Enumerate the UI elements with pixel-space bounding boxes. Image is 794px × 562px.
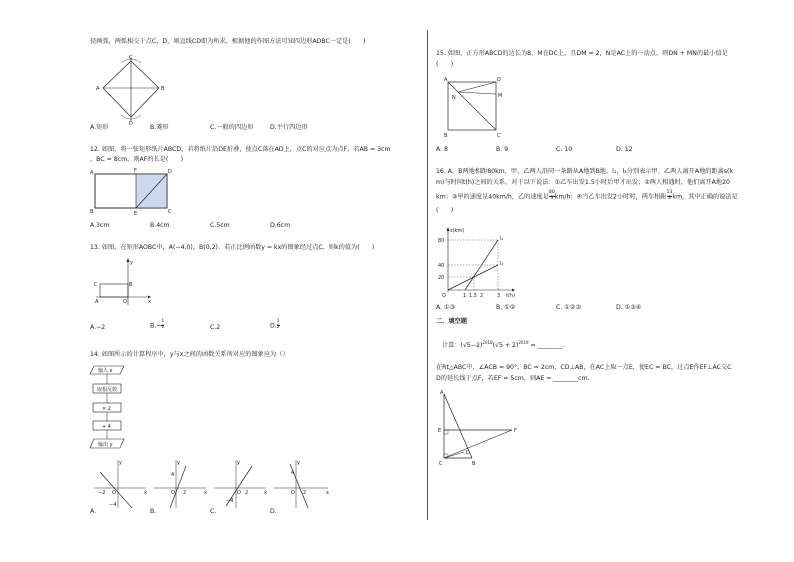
q16-line1: 16. A，B两地相距80km，甲、乙两人沿同一条路从A地到B地，l₁，l₂分别表示甲、乙两人离开A地的距离s(k bbox=[436, 168, 734, 175]
q13-label-x: x bbox=[148, 299, 151, 305]
q14-graph-c-y: y bbox=[237, 460, 240, 466]
q16-graph-y40: 40 bbox=[438, 263, 445, 269]
q12-line2: ，BC = 8cm，则AF的长是( ) bbox=[90, 156, 184, 163]
q11-label-b: B bbox=[161, 86, 165, 92]
q14-graph-c-n2: 2 bbox=[245, 490, 249, 496]
q14-graph-c-x: x bbox=[264, 490, 267, 496]
q17-expression: 计算：$(√5-2)^{2018}(√5 + 2)^{2019}$ = ________. bbox=[442, 340, 565, 350]
q15-label-d: D bbox=[497, 77, 501, 83]
q11-figure bbox=[95, 55, 165, 125]
q14-stem: 14. 如图所示的计算程序中，y与x之间的函数关系所对应的图象应为（） bbox=[90, 351, 289, 358]
q13-option-b-fraction: $\frac{1}{2}$ bbox=[161, 319, 165, 330]
q14-graph-a-m2: −2 bbox=[98, 490, 106, 496]
q15-label-a: A bbox=[444, 77, 448, 83]
q16-line3-b: km/h；④当乙车出发2小时时，两车相距 bbox=[554, 193, 667, 201]
q14-graph-c bbox=[212, 458, 268, 510]
q12-label-d: D bbox=[168, 169, 172, 175]
q11-option-b[interactable]: B.菱形 bbox=[150, 124, 169, 131]
q16-option-c[interactable]: C. ①②③ bbox=[556, 304, 581, 311]
q11-option-a[interactable]: A.矩形 bbox=[90, 124, 109, 131]
q18-line1: 在Rt△ABC中，∠ACB = 90°，BC = 2cm，CD⊥AB，在AC上取一点E，使EC = BC，过点E作EF⊥AC交C bbox=[436, 364, 732, 371]
q12-option-d[interactable]: D.6cm bbox=[270, 222, 291, 229]
q16-graph-x2: 2 bbox=[480, 293, 484, 299]
q14-flow-input: 输入 x bbox=[98, 368, 113, 374]
q16-option-a[interactable]: A. ①③ bbox=[436, 304, 456, 311]
q15-option-d[interactable]: D. 12 bbox=[616, 146, 633, 153]
q12-figure bbox=[88, 168, 178, 218]
q16-graph-x1: 1 bbox=[463, 293, 467, 299]
q15-label-n: N bbox=[452, 95, 456, 101]
q14-graph-a-x: x bbox=[144, 490, 147, 496]
q12-option-c[interactable]: C.5cm bbox=[210, 222, 230, 229]
q18-label-a: A bbox=[440, 390, 444, 396]
q14-graph-b-y: y bbox=[177, 460, 180, 466]
q15-option-a[interactable]: A. 8 bbox=[436, 146, 448, 153]
q13-option-b-prefix: B.− bbox=[150, 322, 162, 330]
q16-option-b[interactable]: B. ①② bbox=[496, 304, 516, 311]
q16-graph-y20: 20 bbox=[438, 275, 445, 281]
q16-graph-l1: l₁ bbox=[500, 236, 504, 242]
q18-label-c: C bbox=[439, 461, 443, 467]
q13-option-c[interactable]: C.2 bbox=[210, 324, 221, 331]
q16-line3-a: km；③甲的速度是40km/h，乙的速度是 bbox=[436, 193, 549, 201]
q14-graph-b-n2: 2 bbox=[183, 490, 187, 496]
q18-label-d: D bbox=[466, 450, 470, 456]
q14-graph-a-o: O bbox=[112, 490, 116, 496]
q11-stem: 径画弧，两弧相交于点C，D，则直线CD即为所求，根据他的作图方法可知四边形ADBC一定是( ) bbox=[90, 38, 366, 45]
q16-graph-x3: 3 bbox=[497, 293, 501, 299]
q16-graph-xlabel: t(h) bbox=[506, 293, 516, 299]
q14-flowchart bbox=[90, 364, 130, 454]
q18-label-b: B bbox=[472, 461, 476, 467]
q16-graph-origin: O bbox=[442, 293, 446, 299]
q14-flow-plus4: + 4 bbox=[102, 424, 111, 430]
q16-graph-ylabel: s(km) bbox=[450, 228, 465, 234]
q13-option-d-prefix: D. bbox=[270, 322, 277, 330]
q14-graph-b-o: O bbox=[171, 490, 175, 496]
q14-graph-c-o: O bbox=[237, 490, 241, 496]
q11-label-d: D bbox=[129, 121, 133, 127]
q14-graph-a-y: y bbox=[119, 460, 122, 466]
q14-graph-b bbox=[152, 458, 208, 510]
q14-graph-a-m4: −4 bbox=[109, 502, 117, 508]
q18-label-f: F bbox=[514, 428, 517, 434]
q14-graph-d bbox=[272, 458, 332, 510]
q13-label-c: C bbox=[94, 282, 98, 288]
q12-line1: 12. 如图，将一张矩形纸片ABCD，若将纸片沿DE折叠，使点C落在AD上，点C的对应点为点F，若AB = 3cm bbox=[90, 146, 391, 153]
q12-label-b: B bbox=[90, 209, 94, 215]
q14-graph-d-n2: 2 bbox=[303, 490, 307, 496]
q16-line4: ( ) bbox=[436, 207, 454, 214]
q16-fraction-2: $\frac{13}{3}$ bbox=[666, 190, 673, 201]
column-divider bbox=[427, 30, 428, 520]
q13-figure bbox=[92, 258, 152, 306]
q18-line2: D的延长线于点F，若EF = 5cm，则AE = ________cm. bbox=[436, 375, 590, 382]
q16-graph-y80: 80 bbox=[438, 238, 445, 244]
q15-stem: 15. 如图，正方形ABCD的边长为8，M在DC上，且DM = 2，N是AC上的一动点，则DN + MN的最小值是 bbox=[436, 50, 728, 57]
q14-option-c[interactable]: C. bbox=[210, 508, 217, 515]
q13-option-a[interactable]: A.−2 bbox=[90, 324, 106, 331]
q16-fraction-1: $\frac{80}{3}$ bbox=[548, 190, 555, 201]
q11-option-d[interactable]: D.平行四边形 bbox=[270, 124, 308, 131]
q14-graph-b-x: x bbox=[204, 490, 207, 496]
q18-label-e: E bbox=[438, 428, 442, 434]
q14-flow-output: 输出 y bbox=[98, 442, 113, 448]
q15-label-b: B bbox=[444, 133, 448, 139]
q12-option-a[interactable]: A.3cm bbox=[90, 222, 110, 229]
q14-graph-a bbox=[92, 458, 148, 510]
q14-flow-times2: × 2 bbox=[102, 406, 111, 412]
q16-option-d[interactable]: D. ①③④ bbox=[616, 304, 642, 311]
q14-graph-c-m4: −4 bbox=[226, 498, 234, 504]
q12-label-a: A bbox=[90, 170, 94, 176]
q14-graph-d-x: x bbox=[326, 490, 329, 496]
q13-option-b[interactable] bbox=[150, 320, 164, 331]
q13-label-a: A bbox=[95, 299, 99, 305]
q11-label-a: A bbox=[96, 86, 100, 92]
q18-figure bbox=[436, 388, 528, 470]
q15-option-c[interactable]: C. 10 bbox=[556, 146, 573, 153]
q12-option-b[interactable]: B.4cm bbox=[150, 222, 170, 229]
q13-label-y: y bbox=[130, 260, 133, 266]
q12-label-e: E bbox=[134, 211, 138, 217]
section-title-fill-blank: 二、填空题 bbox=[436, 318, 467, 325]
q12-label-c: C bbox=[168, 209, 172, 215]
q14-graph-d-o: O bbox=[291, 490, 295, 496]
q12-label-f: F bbox=[134, 168, 137, 174]
q15-option-b[interactable]: B. 9 bbox=[496, 146, 509, 153]
q15-paren: ( ) bbox=[436, 61, 454, 68]
q13-stem: 13. 如图，在矩形AOBC中，A(−4,0)，B(0,2)．若正比例函数y = kx的图象经过点C，则k的值为( ) bbox=[90, 244, 375, 251]
q15-label-c: C bbox=[497, 133, 501, 139]
q16-graph-x15: 1.5 bbox=[469, 293, 477, 299]
q13-label-o: O bbox=[123, 299, 127, 305]
q15-label-m: M bbox=[498, 93, 503, 99]
q14-graph-d-y: y bbox=[297, 460, 300, 466]
q11-label-c: C bbox=[129, 55, 133, 61]
q16-graph bbox=[436, 226, 516, 298]
q16-graph-l2: l₂ bbox=[500, 261, 504, 267]
q16-line3 bbox=[436, 191, 738, 202]
q16-line3-c: km，其中正确的说法是 bbox=[672, 193, 738, 201]
q13-option-d-fraction: $\frac{1}{2}$ bbox=[276, 319, 280, 330]
q16-line2: m)与时间t(h)之间的关系，对于以下说法：①乙车出发1.5小时后甲才出发；②两人相遇时，他们离开A地20 bbox=[436, 179, 730, 186]
q13-label-b: B bbox=[129, 282, 133, 288]
q11-option-c[interactable]: C.一般的四边形 bbox=[210, 124, 254, 131]
q14-graph-b-n4: 4 bbox=[171, 472, 175, 478]
q14-option-d[interactable]: D. bbox=[270, 508, 277, 515]
q14-option-a[interactable]: A. bbox=[90, 508, 97, 515]
q13-option-d[interactable] bbox=[270, 320, 280, 331]
q14-flow-negate: 取相反数 bbox=[97, 387, 118, 393]
q15-figure bbox=[440, 74, 510, 140]
q14-graph-d-n4: 4 bbox=[291, 470, 295, 476]
q14-option-b[interactable]: B. bbox=[150, 508, 157, 515]
